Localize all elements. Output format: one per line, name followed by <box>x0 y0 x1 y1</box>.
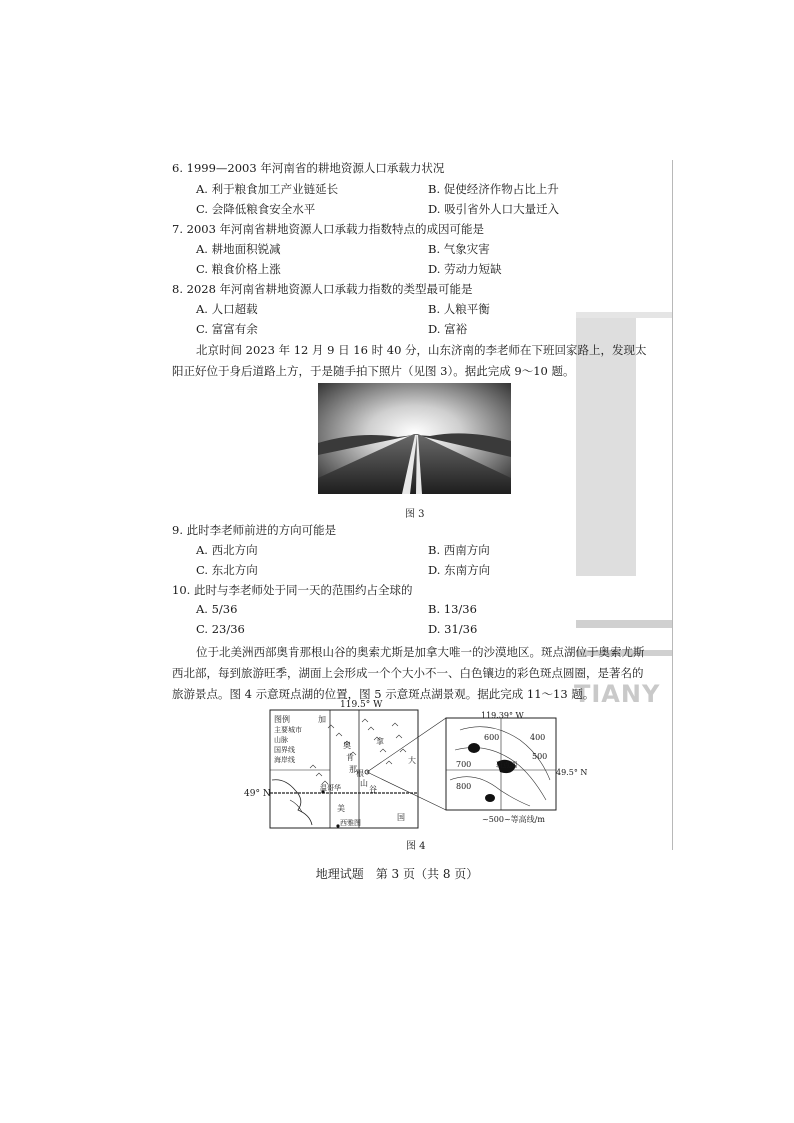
q6-option-d: D. 吸引省外人口大量迁入 <box>428 202 560 216</box>
question-7-stem: 7. 2003 年河南省耕地资源人口承载力指数特点的成因可能是 <box>172 222 485 236</box>
q7-option-c: C. 粮食价格上涨 <box>196 262 281 276</box>
inset-contour-500: 500 <box>532 752 548 761</box>
map-label-jia: 加 <box>318 715 326 724</box>
map-legend-coast: 海岸线 <box>274 756 295 764</box>
map-label-ao: 奥 <box>343 741 351 750</box>
inset-contour-700: 700 <box>456 760 472 769</box>
vertical-divider <box>672 160 673 850</box>
q7-option-d: D. 劳动力短缺 <box>428 262 502 276</box>
q8-option-a: A. 人口超载 <box>196 302 258 316</box>
map-lat-left: 49° N <box>244 789 271 799</box>
q6-option-a: A. 利于粮食加工产业链延长 <box>196 182 339 196</box>
q10-option-b: B. 13/36 <box>428 602 477 616</box>
map-legend-city: 主要城市 <box>274 726 302 734</box>
q9-option-a: A. 西北方向 <box>196 543 258 557</box>
inset-lake-label: 斑点湖 <box>496 761 517 769</box>
q8-option-b: B. 人粮平衡 <box>428 302 490 316</box>
inset-contour-400: 400 <box>530 733 546 742</box>
q9-option-b: B. 西南方向 <box>428 543 490 557</box>
map-label-gen: 根 <box>356 769 364 778</box>
q6-option-c: C. 会降低粮食安全水平 <box>196 202 316 216</box>
map-label-gu: 谷 <box>369 785 377 794</box>
inset-contour-800: 800 <box>456 782 472 791</box>
watermark-text: TIANY <box>574 680 661 708</box>
q9-option-d: D. 东南方向 <box>428 563 491 577</box>
question-6-stem: 6. 1999—2003 年河南省的耕地资源人口承载力状况 <box>172 161 445 175</box>
watermark-bar-2 <box>576 312 672 318</box>
q10-option-a: A. 5/36 <box>196 602 238 616</box>
map-label-wengehua: 温哥华 <box>320 784 341 792</box>
question-9-stem: 9. 此时李老师前进的方向可能是 <box>172 523 337 537</box>
question-10-stem: 10. 此时与李老师处于同一天的范围约占全球的 <box>172 583 413 597</box>
question-8-stem: 8. 2028 年河南省耕地资源人口承载力指数的类型最可能是 <box>172 282 473 296</box>
map-label-xiyatu: 西雅图 <box>340 819 361 827</box>
map-label-na: 拿 <box>376 737 384 746</box>
page-footer: 地理试题 第 3 页（共 8 页） <box>315 867 479 881</box>
map-label-shan: 山 <box>360 779 368 788</box>
map-legend-title: 图例 <box>274 715 290 724</box>
intro-paragraph-9-10: 北京时间 2023 年 12 月 9 日 16 时 40 分，山东济南的李老师在下班回家路上，发现太阳正好位于身后道路上方，于是随手拍下照片（见图 3）。据此完成 9～10 题。 <box>172 343 647 378</box>
map-label-na2: 那 <box>349 765 357 774</box>
inset-lat: 49.5° N <box>556 768 588 777</box>
map-label-mei: 美 <box>337 804 345 813</box>
q6-option-b: B. 促使经济作物占比上升 <box>428 182 559 196</box>
q10-option-d: D. 31/36 <box>428 622 478 636</box>
figure-3-caption: 图 3 <box>405 509 425 520</box>
map-lon-left: 119.5° W <box>340 700 383 710</box>
inset-contour-600: 600 <box>484 733 500 742</box>
q9-option-c: C. 东北方向 <box>196 563 258 577</box>
map-label-ken: 肯 <box>346 753 354 762</box>
q8-option-c: C. 富富有余 <box>196 322 258 336</box>
map-legend-mountain: 山脉 <box>274 736 288 744</box>
map-legend-border: 国界线 <box>274 746 295 754</box>
q7-option-a: A. 耕地面积锐减 <box>196 242 281 256</box>
road-photo <box>318 383 511 494</box>
map-label-da: 大 <box>408 756 416 765</box>
watermark-bar-3 <box>576 620 672 628</box>
q8-option-d: D. 富裕 <box>428 322 468 336</box>
inset-legend: ~500~等高线/m <box>482 815 545 824</box>
figure-4-caption: 图 4 <box>406 841 426 852</box>
intro-paragraph-11-13: 位于北美洲西部奥肯那根山谷的奥索尤斯是加拿大唯一的沙漠地区。斑点湖位于奥索尤斯西北部，每到旅游旺季，湖面上会形成一个个大小不一、白色镶边的彩色斑点圆圈，是著名的旅游景点。图 4 示意斑点湖的位置，图 5 示意斑点湖景观。据此完成 11～13 题。 <box>172 645 645 701</box>
q10-option-c: C. 23/36 <box>196 622 245 636</box>
q7-option-b: B. 气象灾害 <box>428 242 490 256</box>
map-label-guo: 国 <box>397 813 405 822</box>
inset-lon: 119.39° W <box>481 711 524 720</box>
